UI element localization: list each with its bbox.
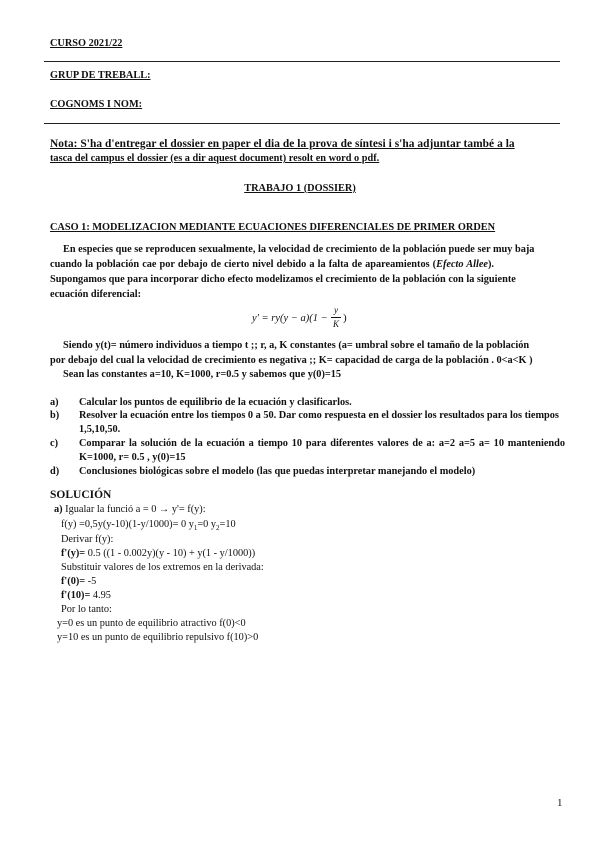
- question-c: [50, 437, 570, 465]
- case-title: CASO 1: MODELIZACION MEDIANTE ECUACIONES DIFERENCIALES DE PRIMER ORDEN: [50, 222, 496, 233]
- intro-line-2: [50, 259, 494, 270]
- note-line-1: Nota: S'ha d'entregar el dossier en paper el dia de la prova de síntesi i s'ha adjuntar també a la: [50, 138, 515, 150]
- question-text: Resolver la ecuación entre los tiempos 0 a 50. Dar como respuesta en el dossier los resultados para los tiempos 1,5,10,50.: [79, 410, 559, 435]
- derivative-expression: 0.5 ((1 - 0.002y)(y - 10) + y(1 - y/1000)): [85, 548, 256, 559]
- question-text: Calcular los puntos de equilibrio de la ecuación y clasificarlos.: [79, 397, 352, 408]
- derivative-line: [61, 548, 255, 559]
- names-label: COGNOMS I NOM:: [50, 99, 143, 110]
- intro-line-4: ecuación diferencial:: [50, 289, 142, 300]
- solution-a-label: a): [54, 504, 63, 515]
- intro-line-1: En especies que se reproducen sexualmente, la velocidad de crecimiento de la población puede ser muy baja: [63, 244, 535, 255]
- definitions-line-2: por debajo del cual la velocidad de crecimiento es negativa ;; K= capacidad de carga de la población . 0<a<K ): [50, 355, 533, 366]
- document-title: TRABAJO 1 (DOSSIER): [244, 183, 356, 194]
- intro-line-3: Supongamos que para incorporar dicho efecto modelizamos el crecimiento de la población con la siguiente: [50, 274, 516, 285]
- question-d: [50, 465, 570, 479]
- question-b: [50, 409, 570, 437]
- note-line-2: tasca del campus el dossier (es a dir aquest document) resolt en word o pdf.: [50, 153, 380, 164]
- equilibrium-conclusion-1: y=0 es un punto de equilibrio atractivo f(0)<0: [57, 618, 246, 629]
- f-prime-0-label: f'(0)=: [61, 576, 86, 587]
- definitions-line-3: Sean las constantes a=10, K=1000, r=0.5 y sabemos que y(0)=15: [63, 369, 342, 380]
- f-prime-10-line: [61, 590, 111, 601]
- differential-equation: [252, 305, 352, 333]
- equilibrium-equation: [61, 519, 236, 532]
- question-label: a): [50, 397, 59, 408]
- intro-line-2-text: cuando la población cae por debajo de cierto nivel debido a la falta de apareamientos (: [50, 259, 437, 270]
- y1-subscript: 1: [193, 524, 198, 533]
- question-text: Comparar la solución de la ecuación a tiempo 10 para diferentes valores de a: a=2 a=5 a= 10 manteniendo K=1000, r= 0.5 , y(0)=15: [79, 438, 565, 463]
- derivative-label: f'(y)=: [61, 548, 86, 559]
- equation-close: ): [343, 312, 347, 324]
- fy-equation: f(y) =0,5y(y-10)(1-y/1000)= 0 y: [61, 519, 194, 530]
- solution-a-line: [54, 504, 206, 515]
- allee-effect-term: Efecto Allee: [436, 259, 488, 270]
- equilibrium-conclusion-2: y=10 es un punto de equilibrio repulsivo f(10)>0: [57, 632, 259, 643]
- definitions-line-1: Siendo y(t)= número individuos a tiempo t ;; r, a, K constantes (a= umbral sobre el tamaño de la población: [63, 340, 530, 351]
- group-label: GRUP DE TREBALL:: [50, 70, 151, 81]
- equation-left: y' = ry(y − a)(1 −: [252, 313, 328, 324]
- page-number: 1: [557, 797, 563, 809]
- fraction-bar: [331, 317, 341, 318]
- y2-subscript: 2: [216, 524, 220, 533]
- course-label: CURSO 2021/22: [50, 38, 123, 49]
- y2-value: =10: [219, 519, 236, 530]
- question-label: b): [50, 410, 60, 421]
- y1-value: =0 y: [197, 519, 217, 530]
- derive-label: Derivar f(y):: [61, 534, 114, 545]
- question-text: Conclusiones biológicas sobre el modelo (las que puedas interpretar manejando el modelo): [79, 466, 476, 477]
- solution-a-text: Igualar la funció a = 0 → y'= f(y):: [62, 504, 206, 515]
- question-label: c): [50, 438, 58, 449]
- f-prime-10-label: f'(10)=: [61, 590, 91, 601]
- intro-line-2-end: ).: [487, 259, 494, 270]
- f-prime-10-value: 4.95: [90, 590, 111, 601]
- equation-denominator: K: [332, 319, 339, 329]
- f-prime-0-line: [61, 576, 96, 587]
- therefore-label: Por lo tanto:: [61, 604, 112, 615]
- question-a: [50, 396, 570, 410]
- substitute-label: Substituir valores de los extremos en la derivada:: [61, 562, 264, 573]
- solution-heading: SOLUCIÓN: [50, 489, 112, 501]
- f-prime-0-value: -5: [85, 576, 97, 587]
- equation-numerator: y: [334, 305, 338, 315]
- question-label: d): [50, 466, 60, 477]
